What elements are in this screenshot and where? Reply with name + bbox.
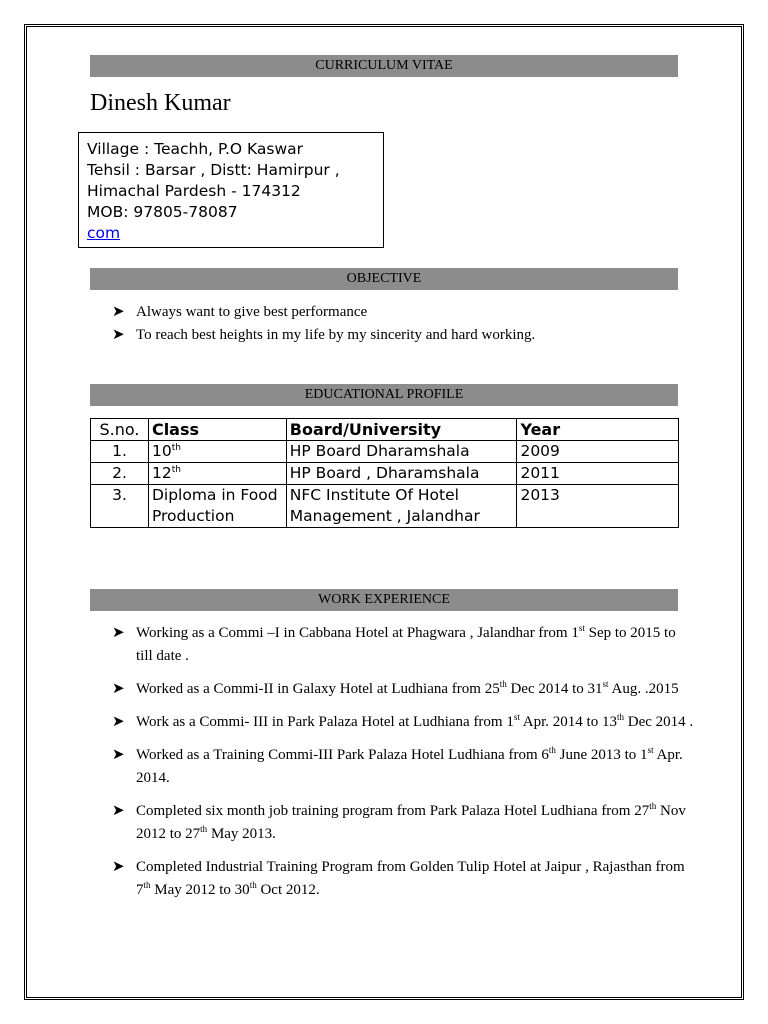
list-item: ➤ Always want to give best performance: [112, 301, 535, 324]
address-line: Tehsil : Barsar , Distt: Hamirpur ,: [87, 161, 340, 179]
table-cell: NFC Institute Of Hotel Management , Jalandhar: [286, 485, 517, 528]
table-cell: 12th: [148, 463, 286, 485]
objective-list: [112, 301, 535, 347]
table-row: [91, 441, 679, 463]
list-item: ➤ Worked as a Commi-II in Galaxy Hotel at Ludhiana from 25th Dec 2014 to 31st Aug. .2015: [112, 678, 696, 701]
list-item: ➤ To reach best heights in my life by my sincerity and hard working.: [112, 324, 535, 347]
arrow-bullet-icon: ➤: [112, 625, 125, 641]
education-heading: EDUCATIONAL PROFILE: [90, 384, 678, 406]
candidate-name: Dinesh Kumar: [90, 90, 231, 116]
table-cell: Diploma in Food Production: [148, 485, 286, 528]
table-cell: HP Board , Dharamshala: [286, 463, 517, 485]
address-line: Himachal Pardesh - 174312: [87, 182, 301, 200]
table-cell: 3.: [91, 485, 149, 528]
column-header: Class: [148, 419, 286, 441]
email-link[interactable]: com: [87, 224, 121, 242]
table-row: [91, 485, 679, 528]
arrow-bullet-icon: ➤: [112, 681, 125, 697]
objective-heading: OBJECTIVE: [90, 268, 678, 290]
address-line: Village : Teachh, P.O Kaswar: [87, 140, 304, 158]
address-box: [78, 132, 384, 248]
list-item: ➤ Completed Industrial Training Program from Golden Tulip Hotel at Jaipur , Rajasthan from 7th May 2012 to 30th Oct 2012.: [112, 856, 696, 902]
table-cell: 2.: [91, 463, 149, 485]
cv-title-bar: CURRICULUM VITAE: [90, 55, 678, 77]
arrow-bullet-icon: ➤: [112, 859, 125, 875]
table-cell: 2011: [517, 463, 679, 485]
work-list: [112, 622, 696, 912]
column-header: Board/University: [286, 419, 517, 441]
column-header: S.no.: [91, 419, 149, 441]
table-cell: 1.: [91, 441, 149, 463]
table-row: [91, 463, 679, 485]
arrow-bullet-icon: ➤: [112, 714, 125, 730]
column-header: Year: [517, 419, 679, 441]
table-cell: 2009: [517, 441, 679, 463]
arrow-bullet-icon: ➤: [112, 304, 125, 320]
table-cell: 10th: [148, 441, 286, 463]
mobile-number: MOB: 97805-78087: [87, 203, 238, 221]
list-item: ➤ Work as a Commi- III in Park Palaza Hotel at Ludhiana from 1st Apr. 2014 to 13th Dec 2014 .: [112, 711, 696, 734]
arrow-bullet-icon: ➤: [112, 327, 125, 343]
arrow-bullet-icon: ➤: [112, 803, 125, 819]
list-item: ➤ Completed six month job training program from Park Palaza Hotel Ludhiana from 27th Nov 2012 to 27th May 2013.: [112, 801, 686, 842]
table-cell: HP Board Dharamshala: [286, 441, 517, 463]
arrow-bullet-icon: ➤: [112, 747, 125, 763]
table-cell: 2013: [517, 485, 679, 528]
work-heading: WORK EXPERIENCE: [90, 589, 678, 611]
list-item: ➤ Worked as a Training Commi-III Park Palaza Hotel Ludhiana from 6th June 2013 to 1st Apr. 2014.: [112, 745, 683, 786]
table-header-row: [91, 419, 679, 441]
education-table: [90, 418, 679, 528]
list-item: ➤ Working as a Commi –I in Cabbana Hotel at Phagwara , Jalandhar from 1st Sep to 2015 to till date .: [112, 623, 676, 664]
